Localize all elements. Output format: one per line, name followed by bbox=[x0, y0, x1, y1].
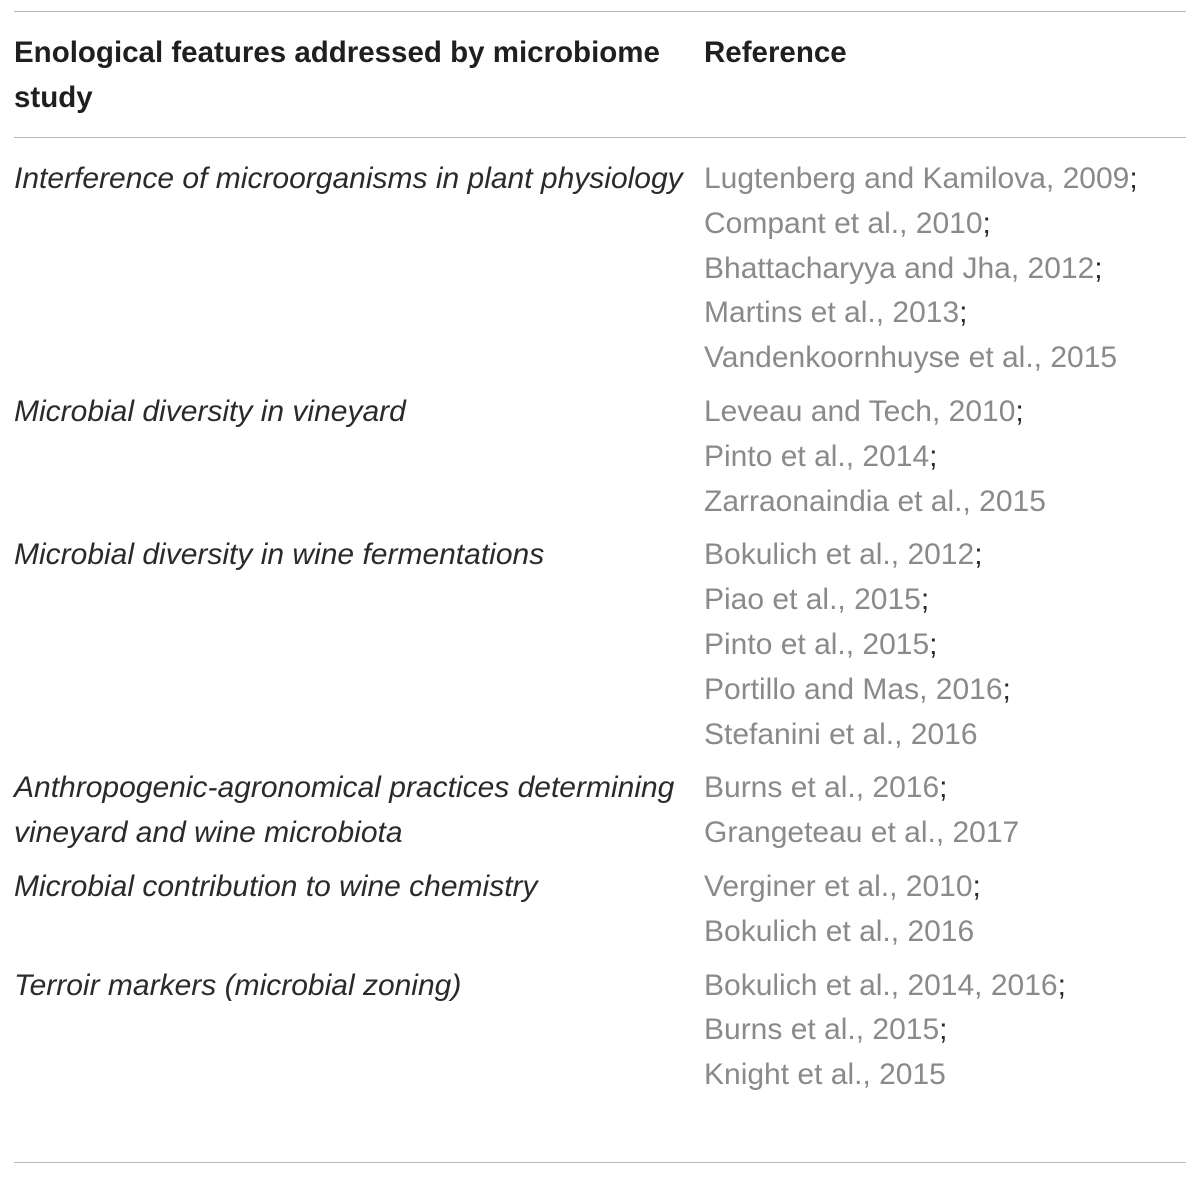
reference-text: Bhattacharyya and Jha, 2012 bbox=[704, 251, 1095, 285]
reference-separator: ; bbox=[920, 583, 930, 617]
reference-entry bbox=[704, 480, 1046, 525]
reference-entry bbox=[704, 811, 1019, 856]
table-row bbox=[14, 533, 1194, 757]
header-feature: Enological features addressed by microbiome study bbox=[14, 36, 660, 114]
reference-separator: ; bbox=[959, 296, 968, 330]
reference-cell bbox=[704, 964, 1066, 1098]
reference-separator: ; bbox=[1129, 162, 1138, 195]
reference-text: Compant et al., 2010 bbox=[704, 206, 983, 240]
reference-entry bbox=[704, 390, 1046, 435]
reference-separator: ; bbox=[974, 538, 983, 572]
reference-separator: ; bbox=[929, 627, 938, 661]
reference-entry bbox=[704, 623, 1011, 668]
feature-cell: Terroir markers (microbial zoning) bbox=[14, 968, 462, 1002]
table-header bbox=[14, 30, 1186, 120]
feature-cell: Microbial contribution to wine chemistry bbox=[14, 869, 538, 903]
reference-separator: ; bbox=[972, 869, 981, 903]
reference-entry bbox=[704, 865, 981, 910]
reference-entry bbox=[704, 910, 981, 955]
reference-text: Bokulich et al., 2014, 2016 bbox=[704, 968, 1058, 1002]
reference-cell bbox=[704, 865, 981, 955]
reference-text: Pinto et al., 2014 bbox=[704, 439, 930, 473]
reference-entry bbox=[704, 964, 1066, 1009]
reference-entry bbox=[704, 1008, 1066, 1053]
bottom-rule bbox=[14, 1162, 1186, 1163]
reference-separator: ; bbox=[939, 1013, 948, 1047]
reference-separator: ; bbox=[1057, 968, 1066, 1002]
reference-separator: ; bbox=[939, 771, 948, 805]
reference-text: Burns et al., 2015 bbox=[704, 1013, 940, 1047]
reference-text: Bokulich et al., 2012 bbox=[704, 538, 975, 572]
reference-text: Burns et al., 2016 bbox=[704, 771, 940, 805]
top-rule bbox=[14, 11, 1186, 12]
table-row bbox=[14, 865, 1194, 955]
header-reference: Reference bbox=[704, 36, 847, 69]
reference-entry bbox=[704, 533, 1011, 578]
reference-cell bbox=[704, 390, 1046, 524]
reference-cell bbox=[704, 533, 1011, 757]
reference-text: Vandenkoornhuyse et al., 2015 bbox=[704, 341, 1118, 375]
reference-entry bbox=[704, 336, 1138, 381]
header-rule bbox=[14, 137, 1186, 138]
feature-cell: Anthropogenic-agronomical practices determining vineyard and wine microbiota bbox=[14, 771, 675, 850]
reference-text: Piao et al., 2015 bbox=[704, 583, 921, 617]
reference-entry bbox=[704, 668, 1011, 713]
feature-cell: Microbial diversity in vineyard bbox=[14, 394, 406, 428]
reference-text: Lugtenberg and Kamilova, 2009 bbox=[704, 162, 1130, 195]
table-row bbox=[14, 766, 1194, 856]
reference-entry bbox=[704, 766, 1019, 811]
reference-text: Grangeteau et al., 2017 bbox=[704, 816, 1020, 850]
reference-entry bbox=[704, 578, 1011, 623]
reference-cell bbox=[704, 157, 1138, 381]
reference-entry bbox=[704, 1053, 1066, 1098]
reference-entry bbox=[704, 202, 1138, 247]
table-row bbox=[14, 157, 1194, 381]
reference-separator: ; bbox=[982, 206, 991, 240]
reference-entry bbox=[704, 157, 1138, 202]
reference-entry bbox=[704, 291, 1138, 336]
reference-separator: ; bbox=[1015, 394, 1024, 428]
reference-separator: ; bbox=[1002, 672, 1011, 706]
reference-text: Leveau and Tech, 2010 bbox=[704, 394, 1016, 428]
reference-text: Knight et al., 2015 bbox=[704, 1058, 946, 1092]
reference-text: Bokulich et al., 2016 bbox=[704, 914, 975, 948]
table-row bbox=[14, 390, 1194, 524]
reference-text: Verginer et al., 2010 bbox=[704, 869, 973, 903]
reference-separator: ; bbox=[929, 439, 938, 473]
reference-entry bbox=[704, 435, 1046, 480]
reference-text: Pinto et al., 2015 bbox=[704, 627, 930, 661]
reference-entry bbox=[704, 713, 1011, 758]
reference-text: Zarraonaindia et al., 2015 bbox=[704, 484, 1046, 518]
reference-separator: ; bbox=[1094, 251, 1103, 285]
reference-text: Martins et al., 2013 bbox=[704, 296, 960, 330]
feature-cell: Interference of microorganisms in plant physiology bbox=[14, 162, 683, 195]
reference-cell bbox=[704, 766, 1019, 856]
reference-text: Portillo and Mas, 2016 bbox=[704, 672, 1003, 706]
table-body bbox=[14, 157, 1194, 1107]
reference-entry bbox=[704, 247, 1138, 292]
table-row bbox=[14, 964, 1194, 1098]
reference-text: Stefanini et al., 2016 bbox=[704, 717, 978, 751]
feature-cell: Microbial diversity in wine fermentations bbox=[14, 538, 545, 572]
